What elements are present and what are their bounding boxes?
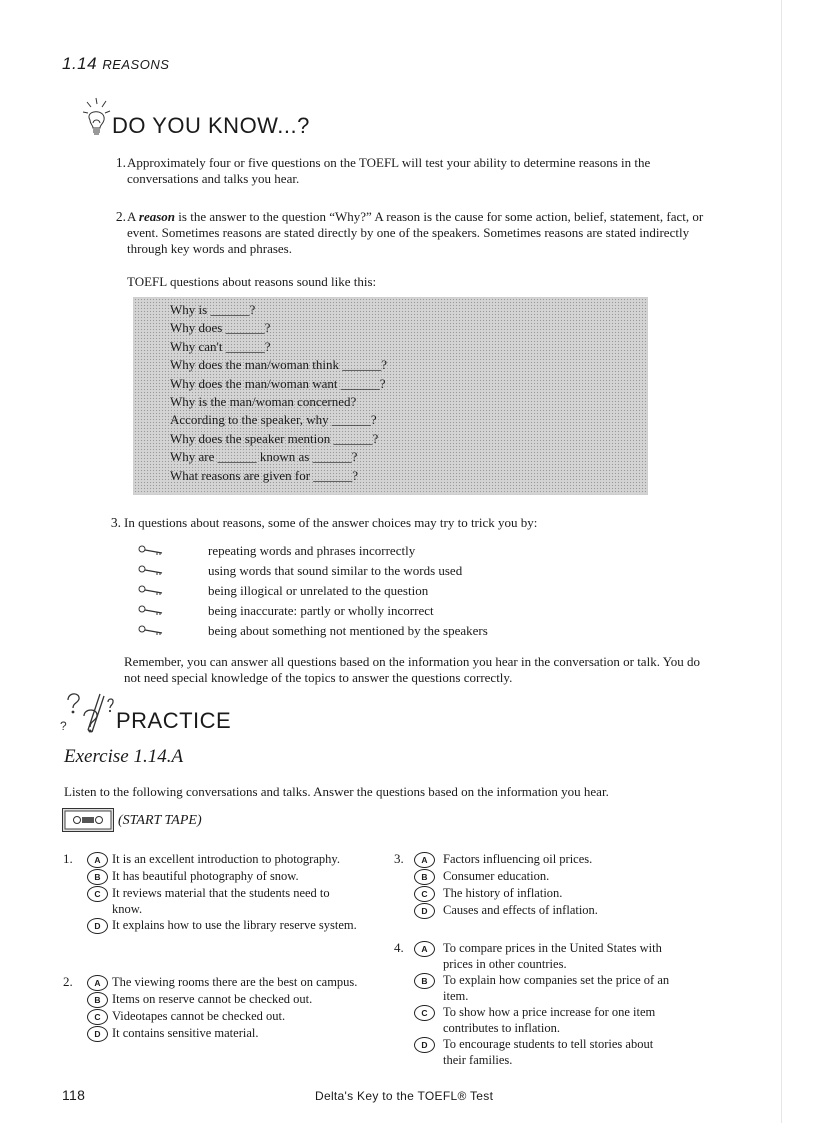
- answer-bubble-a[interactable]: A: [414, 941, 435, 957]
- reason-term: reason: [138, 209, 176, 224]
- question-example: Why are ______ known as ______?: [170, 449, 358, 465]
- item-1-number: 1.: [115, 155, 126, 170]
- answer-option[interactable]: D Causes and effects of inflation.: [414, 902, 694, 919]
- key-icon: [138, 583, 208, 599]
- section-header: [62, 54, 169, 74]
- answer-option[interactable]: D To encourage students to tell stories about their families.: [414, 1036, 694, 1068]
- item-3-number: 3.: [110, 515, 121, 530]
- question-example: What reasons are given for ______?: [170, 467, 359, 483]
- answer-option[interactable]: A Factors influencing oil prices.: [414, 851, 694, 868]
- answer-bubble-d[interactable]: D: [414, 1037, 435, 1053]
- trick-item: being about something not mentioned by the speakers: [138, 621, 488, 641]
- answer-bubble-a[interactable]: A: [87, 975, 108, 991]
- practice-heading: PRACTICE: [116, 708, 232, 733]
- answer-bubble-b[interactable]: B: [414, 869, 435, 885]
- answer-bubble-b[interactable]: B: [87, 992, 108, 1008]
- question-number: 4.: [394, 940, 404, 955]
- answer-bubble-b[interactable]: B: [87, 869, 108, 885]
- trick-item: repeating words and phrases incorrectly: [138, 541, 488, 561]
- question-4: [394, 940, 694, 1068]
- question-example: Why does the man/woman want ______?: [170, 375, 386, 391]
- question-example: Why is the man/woman concerned?: [170, 394, 357, 410]
- section-title: REASONS: [102, 57, 170, 72]
- question-marks-icon: [60, 690, 116, 738]
- cassette-tape-icon: [62, 808, 114, 832]
- item-1-text: Approximately four or five questions on the TOEFL will test your ability to determine reasons in the conversations and talks you hear.: [127, 155, 651, 186]
- question-example: According to the speaker, why ______?: [170, 412, 377, 428]
- exercise-title: Exercise 1.14.A: [64, 746, 184, 767]
- question-example: Why does ______?: [170, 320, 271, 336]
- question-number: 1.: [63, 851, 73, 866]
- lightbulb-icon: [82, 96, 112, 138]
- answer-option[interactable]: C It reviews material that the students need to know.: [87, 885, 383, 917]
- trick-item: being inaccurate: partly or wholly incorrect: [138, 601, 488, 621]
- exercise-instructions: Listen to the following conversations and talks. Answer the questions based on the information you hear.: [64, 784, 609, 799]
- scan-edge-line: [781, 0, 782, 1123]
- start-tape-label: (START TAPE): [118, 813, 202, 828]
- question-example: Why can't ______?: [170, 338, 271, 354]
- question-list: [170, 301, 387, 485]
- answer-option[interactable]: B Items on reserve cannot be checked out.: [87, 991, 373, 1008]
- answer-option[interactable]: A It is an excellent introduction to photography.: [87, 851, 383, 868]
- answer-option[interactable]: C The history of inflation.: [414, 885, 694, 902]
- question-number: 3.: [394, 851, 404, 866]
- key-icon: [138, 543, 208, 559]
- trick-item: being illogical or unrelated to the question: [138, 581, 488, 601]
- answer-option[interactable]: B Consumer education.: [414, 868, 694, 885]
- answer-option[interactable]: C To show how a price increase for one item contributes to inflation.: [414, 1004, 694, 1036]
- question-2: [63, 974, 373, 1042]
- item-3-text: In questions about reasons, some of the answer choices may try to trick you by:: [124, 515, 538, 530]
- question-1: [63, 851, 383, 934]
- question-example: Why is ______?: [170, 302, 256, 317]
- trick-item: using words that sound similar to the words used: [138, 561, 488, 581]
- answer-option[interactable]: B To explain how companies set the price of an item.: [414, 972, 694, 1004]
- answer-bubble-c[interactable]: C: [87, 886, 108, 902]
- question-3: [394, 851, 694, 919]
- questions-intro: TOEFL questions about reasons sound like this:: [127, 274, 377, 289]
- answer-bubble-d[interactable]: D: [414, 903, 435, 919]
- footer-book-title: Delta's Key to the TOEFL® Test: [315, 1089, 494, 1103]
- do-you-know-heading: DO YOU KNOW...?: [112, 113, 310, 138]
- answer-option[interactable]: D It contains sensitive material.: [87, 1025, 373, 1042]
- page-number: 118: [62, 1087, 86, 1103]
- question-examples-box: [133, 297, 648, 495]
- remember-text: Remember, you can answer all questions based on the information you hear in the conversation or talk. You do not need special knowledge of the topics to answer the questions correctly.: [124, 654, 701, 685]
- answer-bubble-b[interactable]: B: [414, 973, 435, 989]
- question-number: 2.: [63, 974, 73, 989]
- item-2-text: A reason is the answer to the question “Why?” A reason is the cause for some action, belief, statement, fact, or event. Sometimes reasons are stated directly by one of the speakers. Sometimes reasons are stated indirectly through key words and phrases.: [127, 209, 704, 256]
- answer-bubble-a[interactable]: A: [87, 852, 108, 868]
- key-icon: [138, 563, 208, 579]
- answer-bubble-c[interactable]: C: [87, 1009, 108, 1025]
- section-number: 1.14: [62, 54, 98, 73]
- answer-option[interactable]: A To compare prices in the United States with prices in other countries.: [414, 940, 694, 972]
- key-icon: [138, 623, 208, 639]
- answer-bubble-c[interactable]: C: [414, 1005, 435, 1021]
- question-example: Why does the speaker mention ______?: [170, 430, 379, 446]
- trick-list: [138, 541, 488, 641]
- answer-bubble-d[interactable]: D: [87, 1026, 108, 1042]
- answer-bubble-d[interactable]: D: [87, 918, 108, 934]
- answer-option[interactable]: B It has beautiful photography of snow.: [87, 868, 383, 885]
- answer-bubble-c[interactable]: C: [414, 886, 435, 902]
- key-icon: [138, 603, 208, 619]
- svg-text:?: ?: [60, 719, 67, 733]
- answer-option[interactable]: C Videotapes cannot be checked out.: [87, 1008, 373, 1025]
- question-example: Why does the man/woman think ______?: [170, 357, 387, 373]
- answer-option[interactable]: A The viewing rooms there are the best on campus.: [87, 974, 373, 991]
- answer-bubble-a[interactable]: A: [414, 852, 435, 868]
- item-2-number: 2.: [115, 209, 126, 224]
- answer-option[interactable]: D It explains how to use the library reserve system.: [87, 917, 383, 934]
